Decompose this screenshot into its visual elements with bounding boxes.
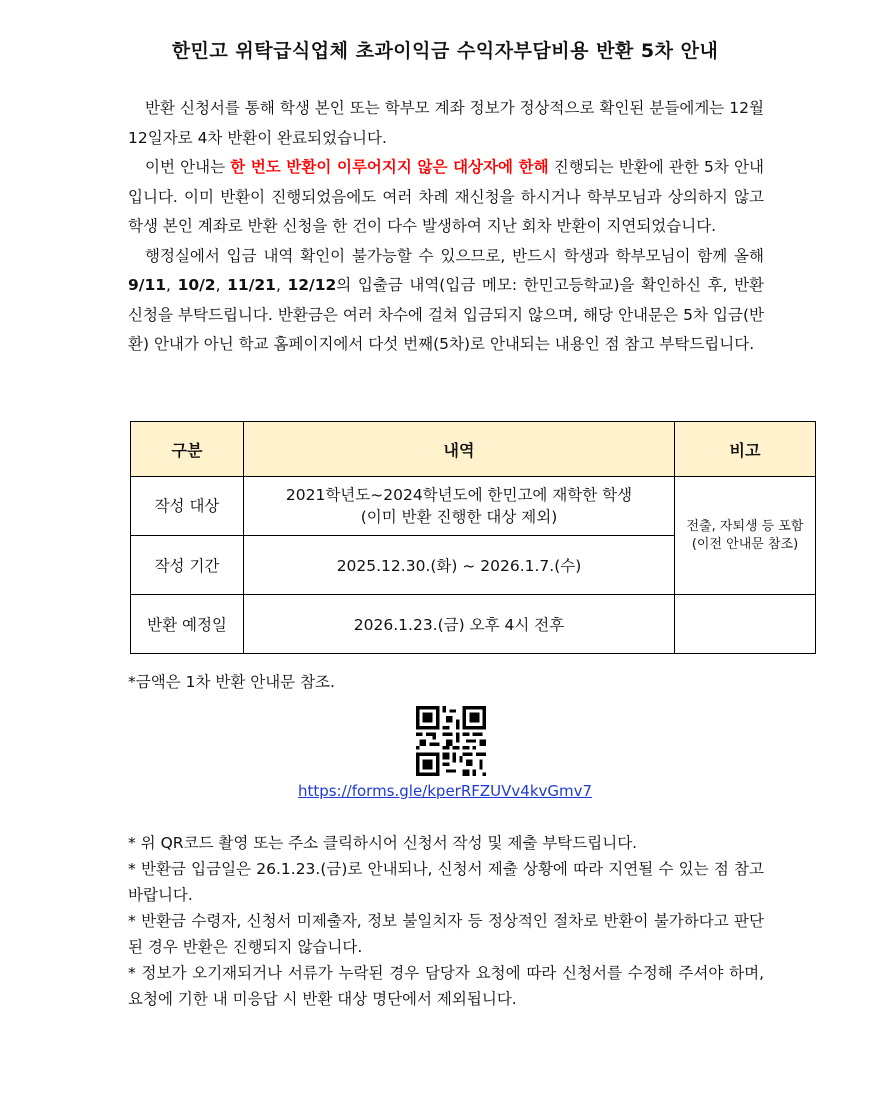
- paragraph-text: 의 입출금 내역(입금 메모: 한민고등학교)을 확인하신 후, 반환 신청을 부탁드립니다. 반환금은 여러 차수에 걸쳐 입금되지 않으며, 해당 안내문은 5차 입금(반환) 안내가 아닌 학교 홈페이지에서 다섯 번째(5차)로 안내되는 내용인 점 참고 부탁드립니다.: [128, 276, 765, 353]
- separator-text: ,: [215, 276, 228, 294]
- notes-list: [128, 830, 764, 1012]
- header-remarks: 비고: [675, 422, 816, 477]
- remarks-cell-empty: [675, 595, 816, 654]
- form-link[interactable]: https://forms.gle/kperRFZUVv4kvGmv7: [297, 782, 593, 800]
- note-item: * 정보가 오기재되거나 서류가 누락된 경우 담당자 요청에 따라 신청서를 수정해 주셔야 하며, 요청에 기한 내 미응답 시 반환 대상 명단에서 제외됩니다.: [128, 964, 764, 1008]
- remarks-cell: [675, 477, 816, 595]
- note-item: * 반환금 입금일은 26.1.23.(금)로 안내되나, 신청서 제출 상황에 따라 지연될 수 있는 점 참고 바랍니다.: [128, 860, 764, 904]
- paragraph-deposit-check: [128, 242, 764, 360]
- note-item: * 반환금 수령자, 신청서 미제출자, 정보 불일치자 등 정상적인 절차로 반환이 불가하다고 판단된 경우 반환은 진행되지 않습니다.: [128, 912, 764, 956]
- paragraph-fifth-notice: [128, 153, 764, 242]
- header-category: 구분: [131, 422, 244, 477]
- separator-text: ,: [166, 276, 178, 294]
- detail-line: 2021학년도~2024학년도에 한민고에 재학한 학생: [285, 486, 633, 504]
- refund-info-table: [130, 421, 816, 654]
- highlight-target-condition: 한 번도 반환이 이루어지지 않은 대상자에 한해: [230, 158, 549, 176]
- amount-note: *금액은 1차 반환 안내문 참조.: [128, 673, 335, 691]
- row-label-target: 작성 대상: [131, 477, 244, 536]
- header-details: 내역: [244, 422, 675, 477]
- paragraph-text: 진행되는 반환에 관한 5차 안내입니다. 이미 반환이 진행되었음에도 여러 차례 재신청을 하시거나 학부모님과 상의하지 않고 학생 본인 계좌로 반환 신청을 한 건이 다수 발생하여 지난 회차 반환이 지연되었습니다.: [128, 158, 764, 235]
- notice-body: [128, 94, 764, 360]
- row-label-period: 작성 기간: [131, 536, 244, 595]
- table-row: [131, 477, 816, 536]
- row-detail-target: [244, 477, 675, 536]
- remark-line: (이전 안내문 참조): [691, 536, 799, 552]
- detail-line: (이미 반환 진행한 대상 제외): [360, 508, 558, 526]
- row-label-refund-date: 반환 예정일: [131, 595, 244, 654]
- separator-text: ,: [275, 276, 288, 294]
- paragraph-text: 이번 안내는: [145, 158, 231, 176]
- paragraph-text: 행정실에서 입금 내역 확인이 불가능할 수 있으므로, 반드시 학생과 학부모님이 함께 올해: [145, 246, 764, 265]
- deposit-date: 9/11: [128, 276, 167, 294]
- deposit-date: 12/12: [287, 276, 337, 294]
- table-header-row: [131, 422, 816, 477]
- row-detail-refund-date: 2026.1.23.(금) 오후 4시 전후: [244, 595, 675, 654]
- table-row: [131, 595, 816, 654]
- qr-code-icon[interactable]: [416, 706, 486, 776]
- note-item: * 위 QR코드 촬영 또는 주소 클릭하시어 신청서 작성 및 제출 부탁드립니다.: [128, 834, 638, 852]
- deposit-date: 11/21: [227, 276, 276, 294]
- row-detail-period: 2025.12.30.(화) ~ 2026.1.7.(수): [244, 536, 675, 595]
- remark-line: 전출, 자퇴생 등 포함: [686, 518, 804, 534]
- deposit-date: 10/2: [177, 276, 216, 294]
- paragraph-completed-refund: 반환 신청서를 통해 학생 본인 또는 학부모 계좌 정보가 정상적으로 확인된 분들에게는 12월 12일자로 4차 반환이 완료되었습니다.: [128, 99, 764, 147]
- document-title: 한민고 위탁급식업체 초과이익금 수익자부담비용 반환 5차 안내: [171, 40, 719, 62]
